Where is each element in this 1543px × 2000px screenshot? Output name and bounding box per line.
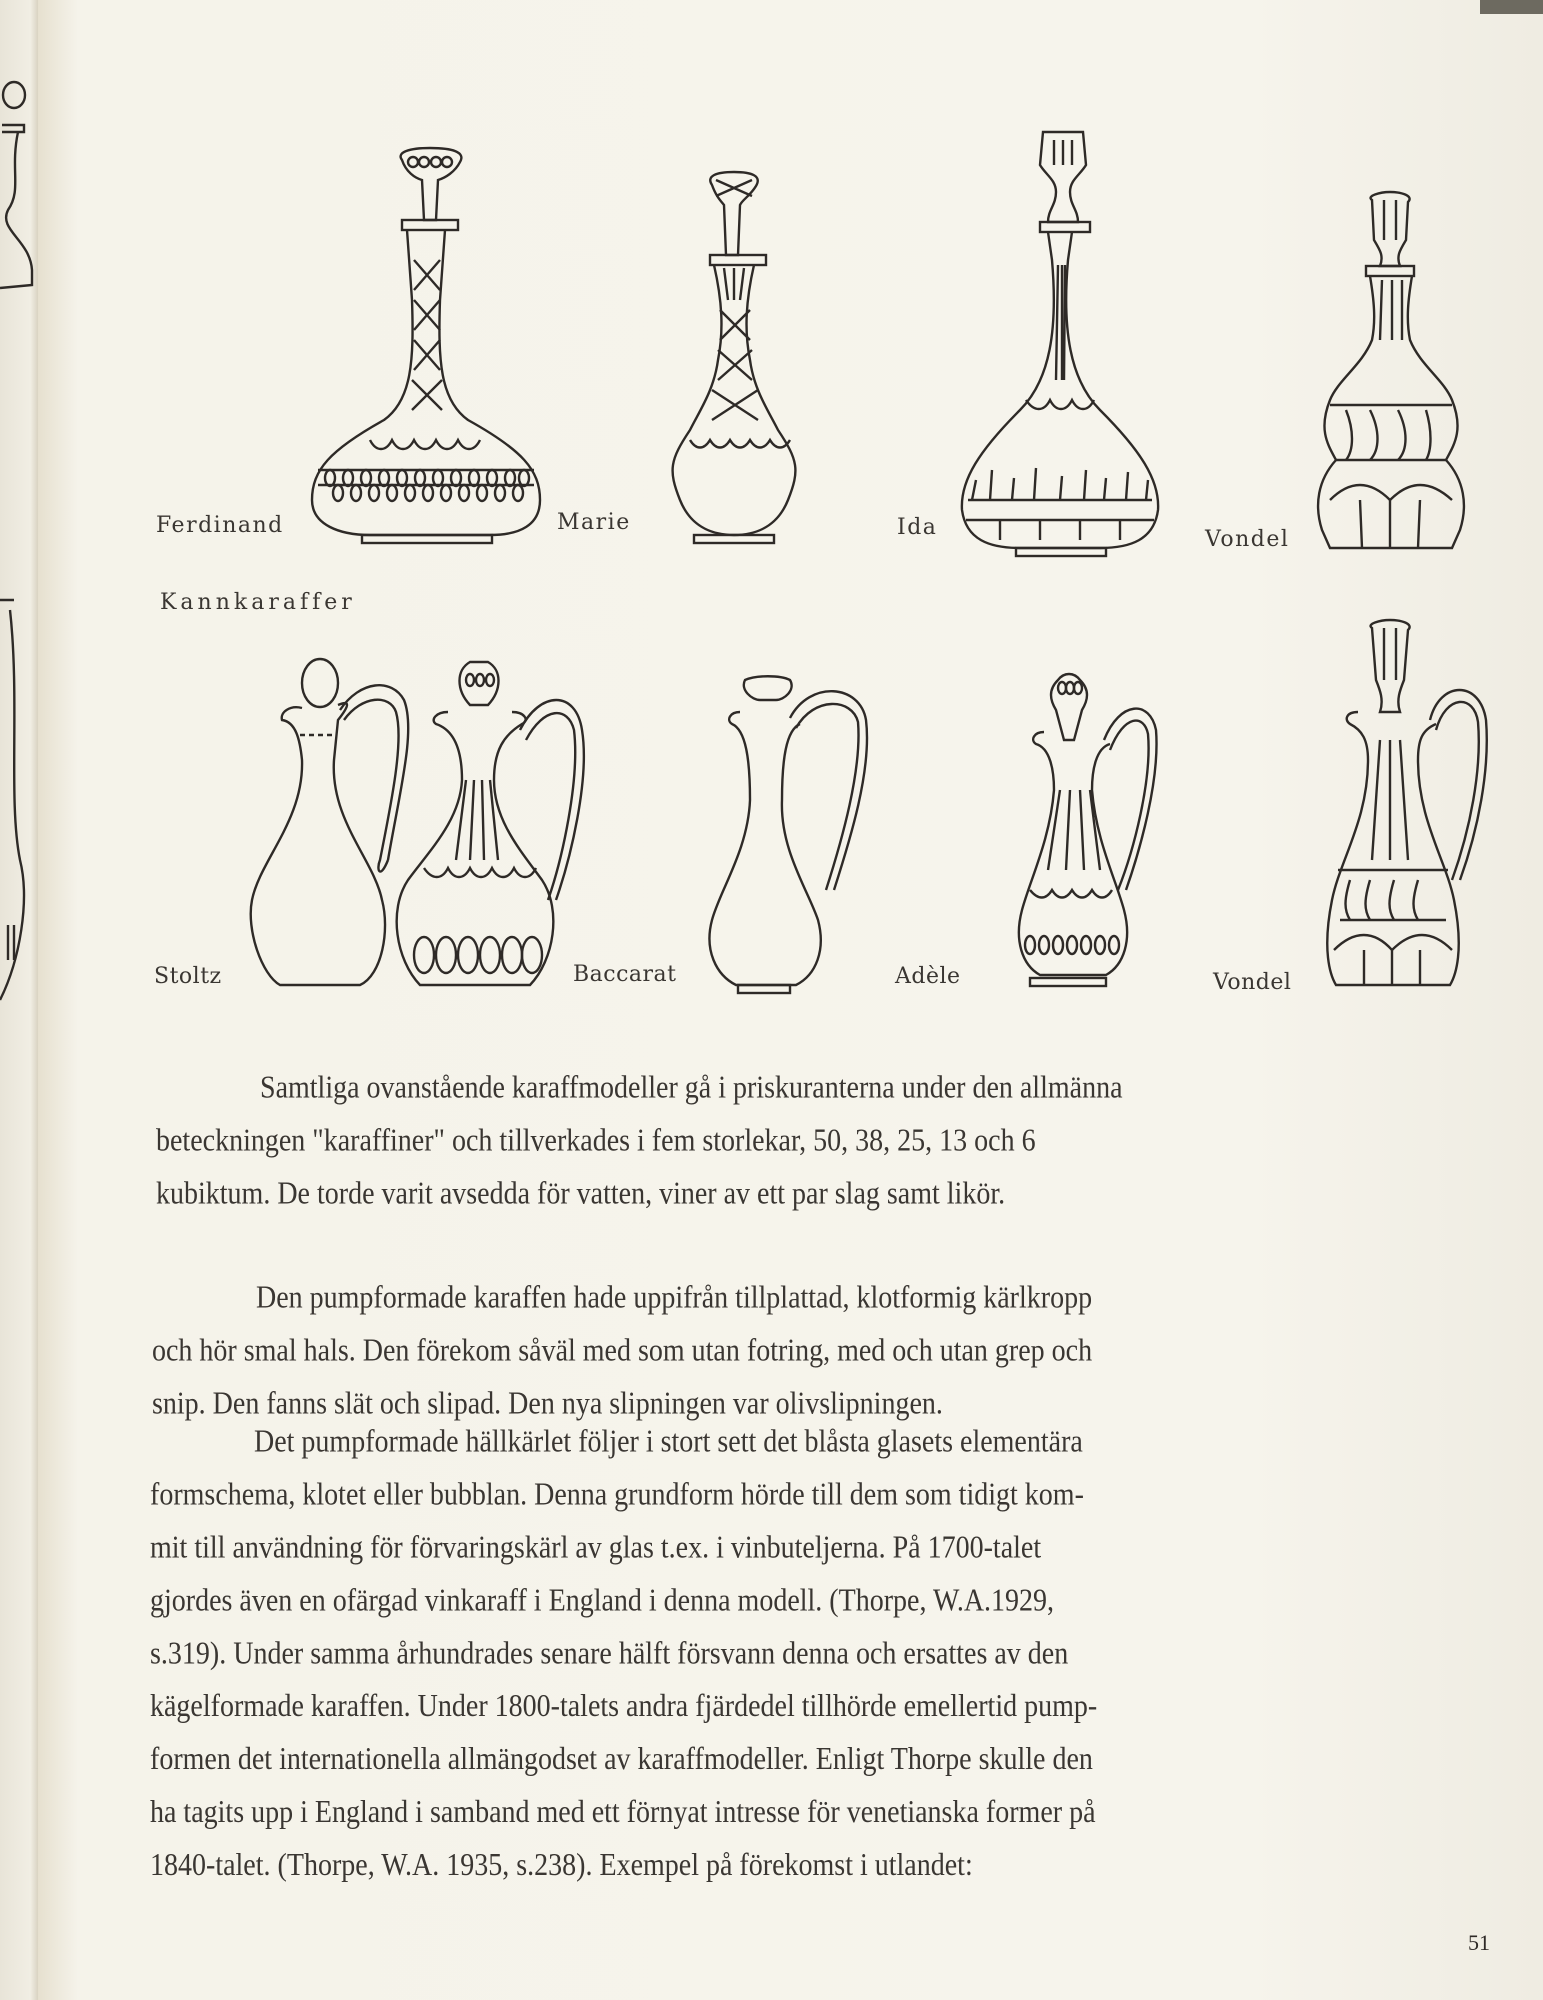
text-line: kubiktum. De torde varit avsedda för vatten, viner av ett par slag samt likör.: [156, 1175, 1006, 1212]
pitcher-vondel-drawing: [1327, 620, 1487, 985]
text-line: beteckningen "karaffiner" och tillverkades i fem storlekar, 50, 38, 25, 13 och 6: [156, 1122, 1036, 1159]
figure-label-ida: Ida: [897, 515, 938, 540]
text-line: gjordes även en ofärgad vinkaraff i England i denna modell. (Thorpe, W.A.1929,: [150, 1582, 1055, 1619]
figure-label-baccarat: Baccarat: [573, 962, 677, 987]
text-line: och hör smal hals. Den förekom såväl med som utan fotring, med och utan grep och: [152, 1332, 1093, 1369]
text-line: kägelformade karaffen. Under 1800-talets andra fjärdedel tillhörde emellertid pump-: [150, 1688, 1098, 1725]
page-number: 51: [1468, 1930, 1490, 1955]
decanter-marie-drawing: [673, 172, 796, 543]
text-line: Samtliga ovanstående karaffmodeller gå i priskuranterna under den allmänna: [260, 1070, 1123, 1106]
text-line: mit till användning för förvaringskärl av glas t.ex. i vinbuteljerna. På 1700-talet: [150, 1529, 1042, 1566]
figure-label-marie: Marie: [557, 510, 631, 535]
text-line: s.319). Under samma århundrades senare hälft försvann denna och ersattes av den: [150, 1635, 1069, 1672]
decanter-vondel-drawing: [1318, 192, 1464, 548]
figure-label-ferdinand: Ferdinand: [156, 513, 284, 538]
figure-label-adele: Adèle: [895, 964, 961, 989]
decanter-ida-drawing: [962, 132, 1158, 556]
pitcher-stoltz-drawing: [251, 659, 409, 985]
pitcher-adele-drawing: [1019, 674, 1157, 986]
figure-label-vondel-pitcher: Vondel: [1213, 970, 1292, 995]
paragraph-history: [150, 1416, 1470, 1892]
decanter-ferdinand-drawing: [312, 148, 540, 543]
text-line: 1840-talet. (Thorpe, W.A. 1935, s.238). Exempel på förekomst i utlandet:: [150, 1847, 973, 1883]
text-line: Den pumpformade karaffen hade uppifrån tillplattad, klotformig kärlkropp: [256, 1280, 1093, 1316]
paragraph-pump-decanter: [152, 1272, 1472, 1431]
text-line: Det pumpformade hällkärlet följer i stort sett det blåsta glasets elementära: [254, 1424, 1083, 1460]
pitcher-baccarat-drawing: [709, 676, 867, 993]
text-line: ha tagits upp i England i samband med ett förnyat intresse för venetianska former på: [150, 1794, 1096, 1830]
pitcher-bulbous-drawing: [397, 662, 584, 985]
text-line: formschema, klotet eller bubblan. Denna grundform hörde till dem som tidigt kom-: [150, 1476, 1084, 1513]
figure-label-vondel: Vondel: [1205, 527, 1290, 552]
paragraph-sizes: [156, 1062, 1476, 1221]
text-line: snip. Den fanns slät och slipad. Den nya slipningen var olivslipningen.: [152, 1385, 943, 1422]
section-heading: Kannkaraffer: [160, 590, 356, 615]
figure-label-stoltz: Stoltz: [154, 964, 222, 989]
text-line: formen det internationella allmängodset av karaffmodeller. Enligt Thorpe skulle den: [150, 1741, 1093, 1778]
